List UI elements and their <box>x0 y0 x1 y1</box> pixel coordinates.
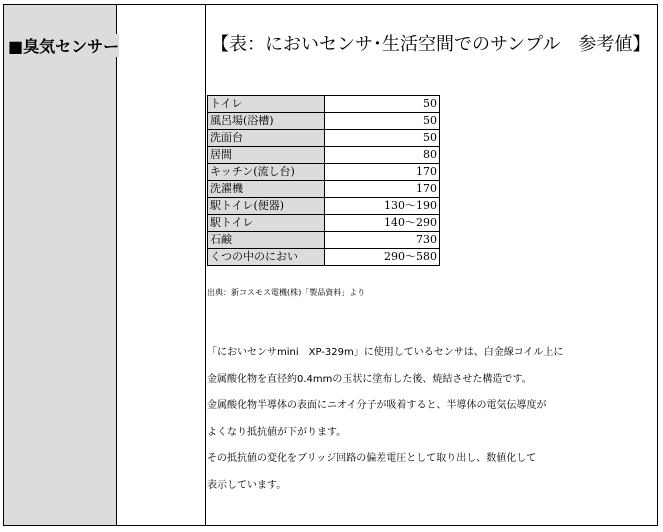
table-row <box>208 147 440 164</box>
source-note: 出典：新コスモス電機(株)「製品資料」より <box>207 288 366 297</box>
row-label: 石鹸 <box>208 232 325 249</box>
row-label: 居間 <box>208 147 325 164</box>
row-label: 風呂場(浴槽) <box>208 113 325 130</box>
row-label: 駅トイレ <box>208 215 325 232</box>
description-line: 金属酸化物を直径約0.4mmの玉状に塗布した後、焼結させた構造です。 <box>207 373 532 385</box>
row-label: トイレ <box>208 96 325 113</box>
row-label: 駅トイレ(便器) <box>208 198 325 215</box>
row-value: 50 <box>325 96 440 113</box>
row-value: 170 <box>325 164 440 181</box>
row-value: 140～290 <box>325 215 440 232</box>
row-value: 170 <box>325 181 440 198</box>
row-label: くつの中のにおい <box>208 249 325 266</box>
table-row <box>208 113 440 130</box>
row-value: 130～190 <box>325 198 440 215</box>
page-title: 【表：においセンサ･生活空間でのサンプル 参考値】 <box>211 34 651 55</box>
description-line: 金属酸化物半導体の表面にニオイ分子が吸着すると、半導体の電気伝導度が <box>207 400 547 412</box>
table-row <box>208 181 440 198</box>
description-line: その抵抗値の変化をブリッジ回路の偏差電圧として取り出し、数値化して <box>207 453 537 465</box>
row-value: 50 <box>325 113 440 130</box>
row-label: 洗濯機 <box>208 181 325 198</box>
table-row <box>208 198 440 215</box>
row-value: 730 <box>325 232 440 249</box>
table-row <box>208 249 440 266</box>
table-row <box>208 164 440 181</box>
row-label: 洗面台 <box>208 130 325 147</box>
row-value: 80 <box>325 147 440 164</box>
sensor-description <box>207 340 563 500</box>
description-line: 表示しています。 <box>207 479 287 491</box>
row-value: 290～580 <box>325 249 440 266</box>
table-row <box>208 96 440 113</box>
table-row <box>208 215 440 232</box>
description-line: 「においセンサmini XP-329m」に使用しているセンサは、白金線コイル上に <box>207 347 564 358</box>
table-row <box>208 130 440 147</box>
description-line: よくなり抵抗値が下がります。 <box>207 426 347 438</box>
reference-values-table <box>207 95 440 266</box>
row-value: 50 <box>325 130 440 147</box>
section-label: ■臭気センサー <box>8 34 119 57</box>
row-label: キッチン(流し台) <box>208 164 325 181</box>
table-row <box>208 232 440 249</box>
